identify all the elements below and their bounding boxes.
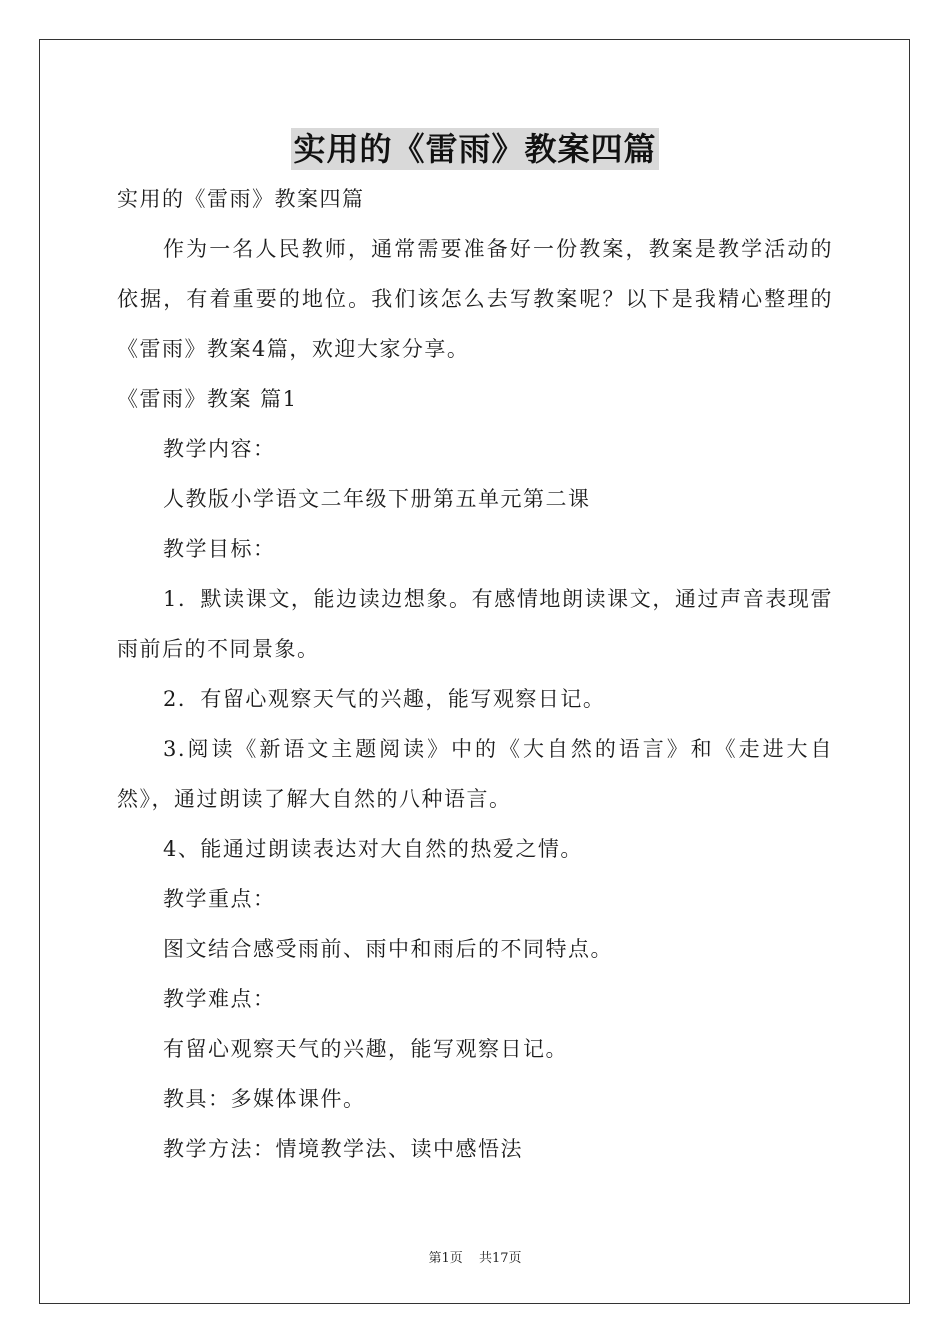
paragraph: 实用的《雷雨》教案四篇 <box>117 187 365 211</box>
paragraph: 作为一名人民教师，通常需要准备好一份教案，教案是教学活动的依据，有着重要的地位。我们该怎么去写教案呢？以下是我精心整理的《雷雨》教案4篇，欢迎大家分享。 <box>117 237 833 361</box>
paragraph: 教学内容： <box>163 437 276 461</box>
paragraph: 2．有留心观察天气的兴趣，能写观察日记。 <box>163 687 606 711</box>
paragraph: 教具：多媒体课件。 <box>163 1087 366 1111</box>
title-container <box>0 128 950 170</box>
page-number: 第1页 <box>428 1251 463 1266</box>
section-heading: 《雷雨》教案 篇1 <box>117 387 298 411</box>
paragraph: 教学方法：情境教学法、读中感悟法 <box>163 1137 523 1161</box>
document-body <box>117 174 833 1174</box>
paragraph: 教学目标： <box>163 537 276 561</box>
page-footer <box>0 1247 950 1266</box>
paragraph: 3.阅读《新语文主题阅读》中的《大自然的语言》和《走进大自然》，通过朗读了解大自然的八种语言。 <box>117 737 833 811</box>
paragraph: 教学重点： <box>163 887 276 911</box>
paragraph: 有留心观察天气的兴趣，能写观察日记。 <box>163 1037 568 1061</box>
document-title: 实用的《雷雨》教案四篇 <box>293 130 657 168</box>
paragraph: 人教版小学语文二年级下册第五单元第二课 <box>163 487 591 511</box>
paragraph: 1．默读课文，能边读边想象。有感情地朗读课文，通过声音表现雷雨前后的不同景象。 <box>117 587 833 661</box>
paragraph: 教学难点： <box>163 987 276 1011</box>
paragraph: 4、能通过朗读表达对大自然的热爱之情。 <box>163 837 583 861</box>
page-total: 共17页 <box>478 1251 522 1266</box>
paragraph: 图文结合感受雨前、雨中和雨后的不同特点。 <box>163 937 613 961</box>
